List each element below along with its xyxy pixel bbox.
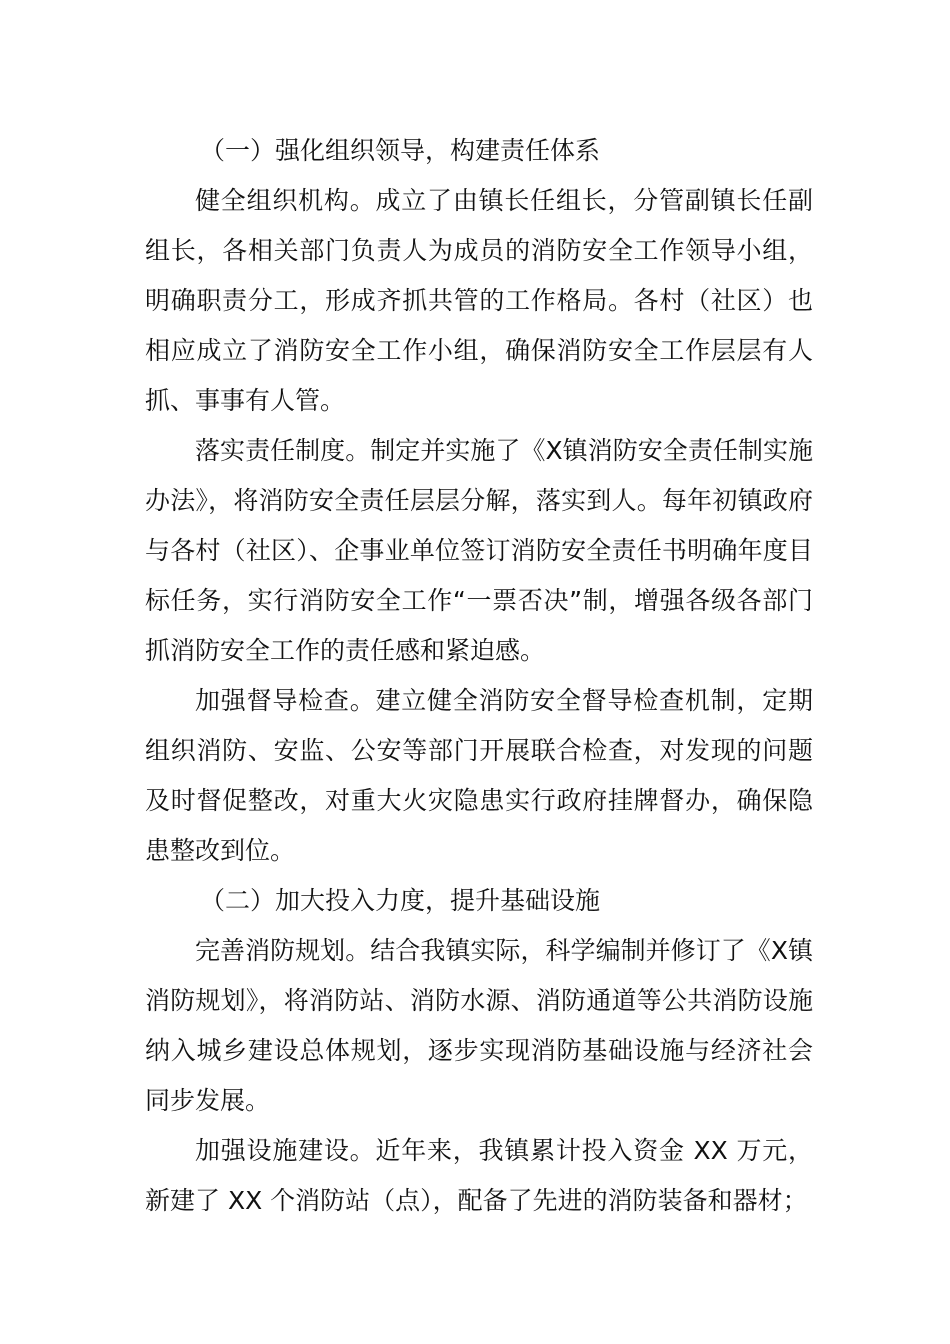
paragraph-responsibility: 落实责任制度。制定并实施了《X镇消防安全责任制实施办法》，将消防安全责任层层分解，落实到人。每年初镇政府与各村（社区）、企事业单位签订消防安全责任书明确年度目标任务，实行消防安全工作“一票否决”制，增强各级各部门抓消防安全工作的责任感和紧迫感。 (145, 436, 813, 665)
paragraph-construction: 加强设施建设。近年来，我镇累计投入资金 XX 万元，新建了 XX 个消防站（点），配备了先进的消防装备和器材； (145, 1136, 813, 1215)
paragraph-organization: 健全组织机构。成立了由镇长任组长，分管副镇长任副组长，各相关部门负责人为成员的消防安全工作领导小组，明确职责分工，形成齐抓共管的工作格局。各村（社区）也相应成立了消防安全工作小组，确保消防安全工作层层有人抓、事事有人管。 (145, 186, 813, 415)
paragraph-planning: 完善消防规划。结合我镇实际，科学编制并修订了《X镇消防规划》，将消防站、消防水源、消防通道等公共消防设施纳入城乡建设总体规划，逐步实现消防基础设施与经济社会同步发展。 (145, 936, 813, 1115)
document-body (145, 126, 813, 1226)
section-heading-1: （一）强化组织领导，构建责任体系 (200, 136, 601, 165)
section-heading-2: （二）加大投入力度，提升基础设施 (200, 886, 601, 915)
paragraph-inspection: 加强督导检查。建立健全消防安全督导检查机制，定期组织消防、安监、公安等部门开展联合检查，对发现的问题及时督促整改，对重大火灾隐患实行政府挂牌督办，确保隐患整改到位。 (145, 686, 813, 865)
